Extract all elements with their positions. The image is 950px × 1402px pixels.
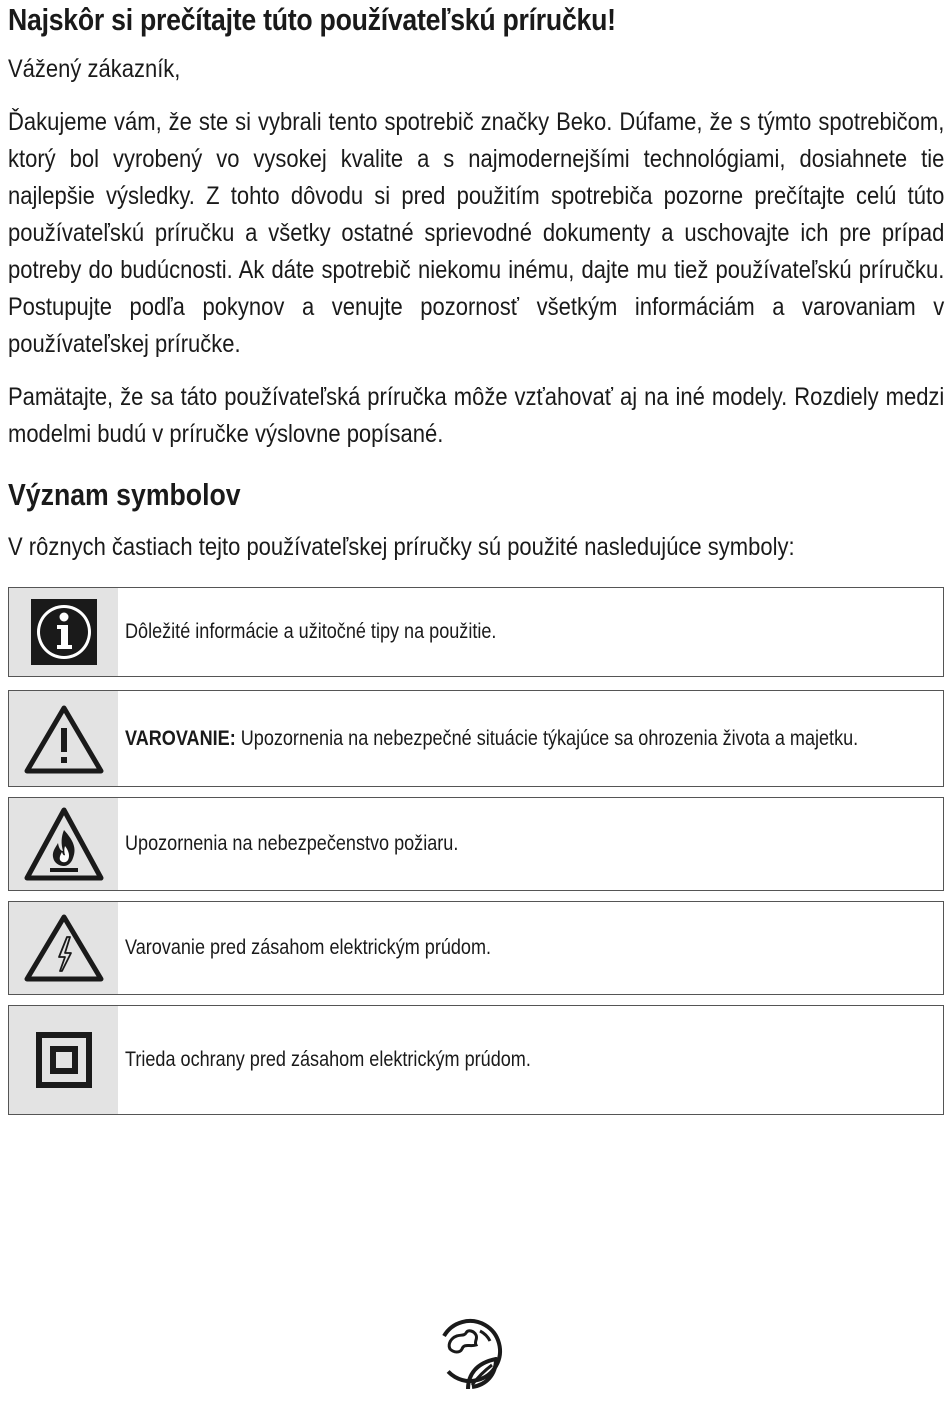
symbol-row-electric <box>8 901 944 995</box>
symbol-row-insulation <box>8 1005 944 1115</box>
symbol-text: Varovanie pred zásahom elektrickým prúdom. <box>125 936 492 959</box>
double-insulation-icon <box>9 1006 118 1114</box>
page-title: Najskôr si prečítajte túto používateľskú príručku! <box>8 2 616 37</box>
models-paragraph: Pamätajte, že sa táto používateľská príručka môže vzťahovať aj na iné modely. Rozdiely medzi modelmi budú v príručke výslovne popísané. <box>8 383 945 448</box>
info-icon <box>9 588 118 676</box>
fire-warning-icon <box>9 798 118 890</box>
symbol-text: Upozornenia na nebezpečenstvo požiaru. <box>125 832 459 855</box>
greeting: Vážený zákazník, <box>8 55 181 83</box>
symbol-text: Dôležité informácie a užitočné tipy na použitie. <box>125 620 497 643</box>
electric-shock-icon <box>9 902 118 994</box>
symbol-row-warning <box>8 690 944 787</box>
symbol-text: Trieda ochrany pred zásahom elektrickým prúdom. <box>125 1048 531 1071</box>
symbols-intro: V rôznych častiach tejto používateľskej príručky sú použité nasledujúce symboly: <box>8 533 795 561</box>
symbols-heading: Význam symbolov <box>8 477 241 512</box>
symbol-row-info <box>8 587 944 677</box>
warning-label: VAROVANIE: <box>125 726 236 750</box>
eco-globe-icon <box>434 1313 506 1393</box>
symbol-text: VAROVANIE: Upozornenia na nebezpečné situácie týkajúce sa ohrozenia života a majetku. <box>125 726 859 750</box>
intro-paragraph: Ďakujeme vám, že ste si vybrali tento spotrebič značky Beko. Dúfame, že s týmto spotrebičom, ktorý bol vyrobený vo vysokej kvalite a s najmodernejšími technológiami, dosiahnete tie najlepšie výsledky. Z tohto dôvodu si pred použitím spotrebiča pozorne prečítajte celú túto používateľskú príručku a všetky ostatné sprievodné dokumenty a uschovajte ich pre prípad potreby do budúcnosti. Ak dáte spotrebič niekomu inému, dajte mu tiež používateľskú príručku. Postupujte podľa pokynov a venujte pozornosť všetkým informáciám a varovaniam v používateľskej príručke. <box>8 108 945 358</box>
symbol-row-fire <box>8 797 944 891</box>
warning-icon <box>9 691 118 786</box>
